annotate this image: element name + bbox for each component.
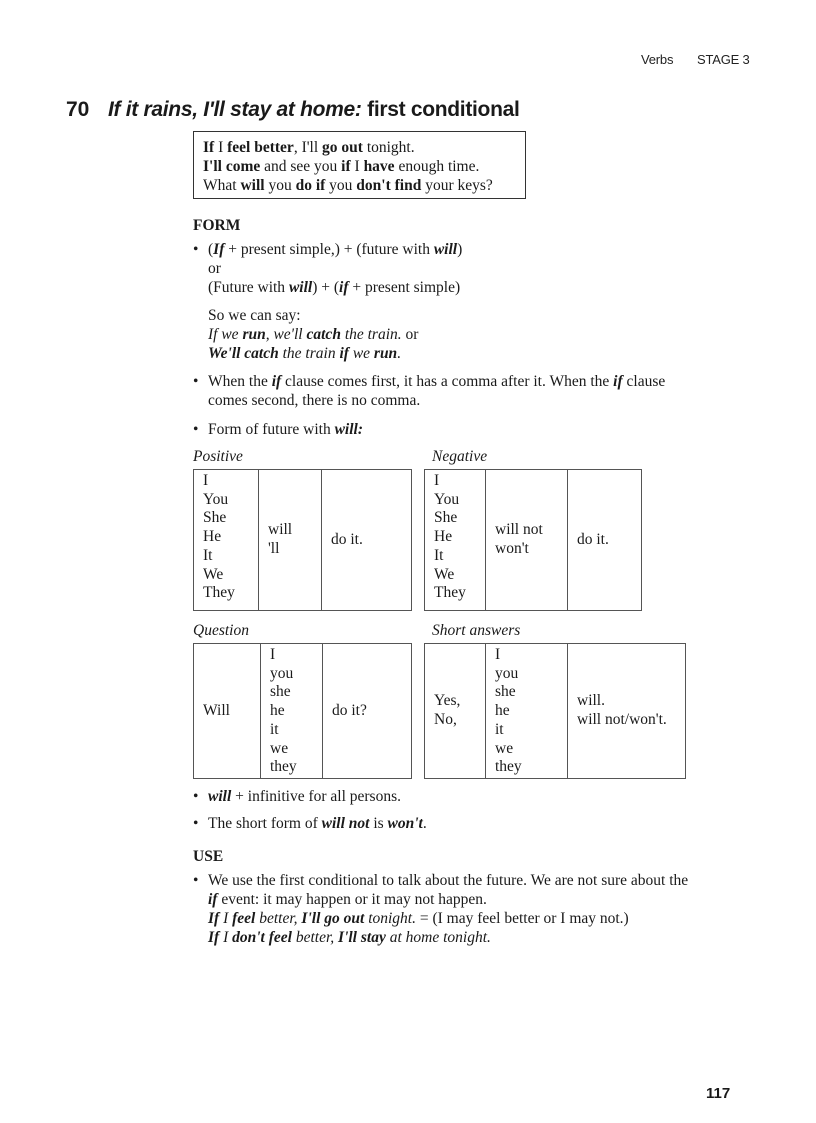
positive-table (193, 469, 412, 611)
question-aux: Will (194, 644, 261, 779)
negative-aux: will not won't (486, 470, 568, 611)
use-heading: USE (193, 848, 224, 865)
negative-subjects: I You She He It We They (425, 470, 486, 611)
bullet-icon: • (193, 815, 199, 832)
short-yesno: Yes, No, (425, 644, 486, 779)
header-section: Verbs (641, 52, 674, 67)
bullet-icon: • (193, 872, 199, 889)
form-example-1: If we run, we'll catch the train. or (208, 326, 419, 343)
question-subjects: I you she he it we they (261, 644, 323, 779)
use-bullet: • We use the first conditional to talk about the future. We are not sure about the if event: it may happen or it may not happen. If I feel better, I'll go out tonight. = (I may feel better or I may not.) If I don't feel better, I'll stay at home tonight. (193, 872, 689, 946)
short-subjects: I you she he it we they (486, 644, 568, 779)
unit-number: 70 (66, 98, 90, 121)
form-heading: FORM (193, 217, 241, 234)
positive-caption: Positive (193, 448, 243, 465)
negative-caption: Negative (432, 448, 488, 465)
example-line-3: What will you do if you don't find your keys? (203, 177, 493, 194)
bullet-icon: • (193, 241, 199, 258)
unit-title (108, 98, 520, 122)
form-example-2: We'll catch the train if we run. (208, 345, 402, 362)
question-verb: do it? (323, 644, 412, 779)
example-box (193, 131, 526, 199)
form-say: So we can say: (208, 307, 301, 324)
question-table (193, 643, 412, 779)
form-bullet-3: • Form of future with will: (193, 421, 363, 438)
bullet-icon: • (193, 421, 199, 438)
negative-verb: do it. (568, 470, 642, 611)
form-or: or (208, 260, 221, 277)
header-stage: STAGE 3 (697, 52, 750, 67)
form-bullet-2: • When the if clause comes first, it has a comma after it. When the if clause comes second, there is no comma. (193, 373, 666, 409)
positive-aux: will 'll (259, 470, 322, 611)
question-caption: Question (193, 622, 249, 639)
note-bullet-2: • The short form of will not is won't. (193, 815, 427, 832)
positive-subjects: I You She He It We They (194, 470, 259, 611)
form-bullet-1: • (If + present simple,) + (future with will) (193, 241, 463, 258)
unit-title-rest: first conditional (361, 98, 520, 121)
negative-table (424, 469, 642, 611)
short-answers: will. will not/won't. (568, 644, 686, 779)
short-answers-caption: Short answers (432, 622, 521, 639)
unit-title-italic: If it rains, I'll stay at home: (108, 98, 362, 121)
bullet-icon: • (193, 788, 199, 805)
note-bullet-1: • will + infinitive for all persons. (193, 788, 402, 805)
page-number: 117 (706, 1085, 731, 1102)
short-answers-table (424, 643, 686, 779)
example-line-2: I'll come and see you if I have enough time. (203, 158, 480, 175)
form-alt: (Future with will) + (if + present simple) (208, 279, 461, 296)
positive-verb: do it. (322, 470, 412, 611)
example-line-1: If I feel better, I'll go out tonight. (203, 139, 415, 156)
bullet-icon: • (193, 373, 199, 390)
